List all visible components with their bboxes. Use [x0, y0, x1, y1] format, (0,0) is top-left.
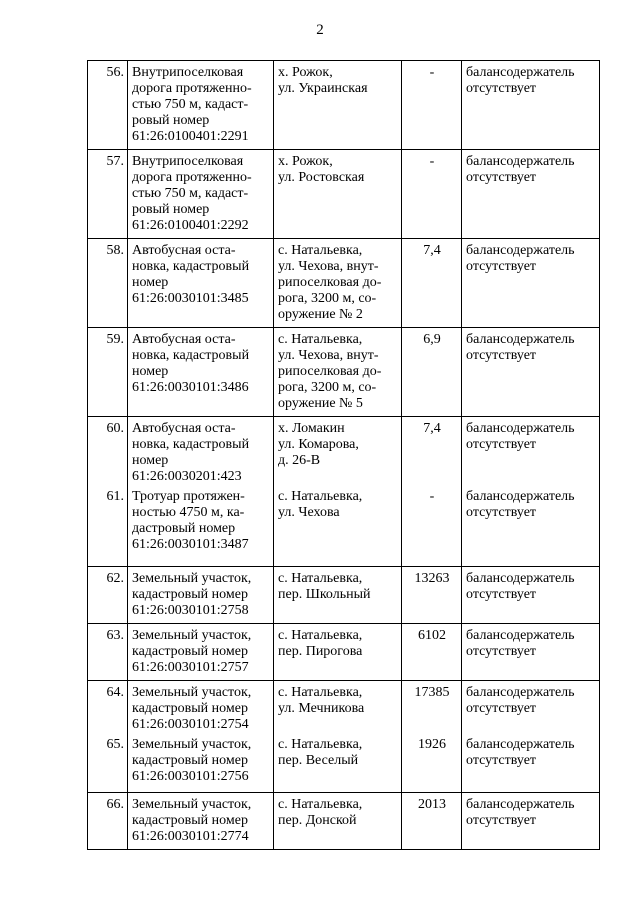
table-row	[88, 239, 600, 328]
object-description	[128, 61, 274, 150]
row-number	[88, 566, 128, 623]
object-description-line: Земельный участок,	[132, 684, 252, 700]
object-description-line: 61:26:0030101:3487	[132, 537, 249, 552]
row-number-text: 58.	[106, 243, 124, 258]
object-description-line: 61:26:0030101:2756	[132, 768, 249, 784]
balance-holder	[462, 680, 600, 737]
object-description-line: 61:26:0030101:2758	[132, 602, 249, 618]
object-area	[402, 61, 462, 150]
object-description	[128, 680, 274, 737]
object-address-line: рога, 3200 м, со-	[278, 291, 377, 306]
object-address	[274, 417, 402, 490]
table-row	[88, 623, 600, 680]
object-description-line: 61:26:0100401:2292	[132, 218, 249, 233]
object-description-line: новка, кадастровый	[132, 348, 250, 363]
object-description-line: дорога протяженно-	[132, 170, 252, 185]
balance-holder-line: балансодержатель	[466, 65, 575, 80]
object-description-line: кадастровый номер	[132, 700, 248, 716]
balance-holder-line: балансодержатель	[466, 332, 575, 347]
object-description-line: Внутрипоселковая	[132, 154, 244, 169]
object-description-line: Земельный участок,	[132, 797, 252, 812]
row-number	[88, 61, 128, 150]
object-description-line: Земельный участок,	[132, 627, 252, 643]
object-description	[128, 150, 274, 239]
object-address-line: х. Ломакин	[278, 421, 345, 436]
object-area	[402, 566, 462, 623]
object-description-line: стью 750 м, кадаст-	[132, 186, 249, 201]
object-description	[128, 489, 274, 566]
balance-holder-line: отсутствует	[466, 259, 537, 274]
object-address-line: ул. Чехова	[278, 505, 340, 520]
balance-holder-line: отсутствует	[466, 170, 537, 185]
object-description-line: номер	[132, 364, 169, 379]
table-row	[88, 793, 600, 850]
balance-holder	[462, 566, 600, 623]
object-address-line: с. Натальевка,	[278, 736, 363, 752]
row-number-text: 57.	[106, 154, 124, 169]
object-description-line: дастровый номер	[132, 521, 236, 536]
object-description-line: дорога протяженно-	[132, 81, 252, 96]
object-description-line: 61:26:0030101:3485	[132, 291, 249, 306]
object-area-text: 17385	[414, 684, 450, 700]
object-address-line: ул. Украинская	[278, 81, 368, 96]
row-number-text: 61.	[106, 489, 124, 504]
row-number-text: 66.	[106, 797, 124, 812]
object-address-line: с. Натальевка,	[278, 684, 363, 700]
object-area	[402, 489, 462, 566]
balance-holder-line: отсутствует	[466, 586, 537, 602]
balance-holder-line: отсутствует	[466, 348, 537, 363]
row-number	[88, 239, 128, 328]
object-address-line: с. Натальевка,	[278, 627, 363, 643]
object-description-line: Автобусная оста-	[132, 421, 236, 436]
registry-body	[88, 61, 600, 850]
object-address	[274, 566, 402, 623]
object-address-line: пер. Школьный	[278, 586, 371, 602]
row-number	[88, 489, 128, 566]
object-address-line: с. Натальевка,	[278, 243, 363, 258]
object-address-line: с. Натальевка,	[278, 489, 363, 504]
balance-holder-line: балансодержатель	[466, 489, 575, 504]
object-description-line: 61:26:0030201:423	[132, 469, 242, 484]
object-address	[274, 489, 402, 566]
object-address-line: рога, 3200 м, со-	[278, 380, 377, 395]
balance-holder-line: отсутствует	[466, 752, 537, 768]
balance-holder	[462, 623, 600, 680]
row-number-text: 56.	[106, 65, 124, 80]
object-address-line: с. Натальевка,	[278, 332, 363, 347]
row-number-text: 60.	[106, 421, 124, 436]
row-number-text: 63.	[106, 627, 124, 643]
balance-holder-line: балансодержатель	[466, 736, 575, 752]
balance-holder	[462, 489, 600, 566]
object-description-line: стью 750 м, кадаст-	[132, 97, 249, 112]
table-row	[88, 150, 600, 239]
object-area-text: 1926	[418, 736, 446, 752]
table-row	[88, 328, 600, 417]
object-description-line: номер	[132, 275, 169, 290]
object-area	[402, 239, 462, 328]
object-address-line: ул. Комарова,	[278, 437, 359, 452]
object-description	[128, 566, 274, 623]
object-area-text: 6,9	[423, 332, 441, 347]
balance-holder-line: отсутствует	[466, 505, 537, 520]
object-address	[274, 793, 402, 850]
object-area-text: 2013	[418, 797, 446, 812]
object-description-line: Земельный участок,	[132, 736, 252, 752]
object-description-line: номер	[132, 453, 169, 468]
object-area-text: 7,4	[423, 421, 441, 436]
table-row	[88, 61, 600, 150]
object-address	[274, 623, 402, 680]
row-number	[88, 417, 128, 490]
object-area-text: -	[429, 65, 435, 80]
object-description-line: кадастровый номер	[132, 586, 248, 602]
row-number	[88, 793, 128, 850]
object-description-line: ностью 4750 м, ка-	[132, 505, 245, 520]
object-description-line: кадастровый номер	[132, 813, 248, 828]
object-address-line: с. Натальевка,	[278, 797, 363, 812]
object-address-line: ул. Мечникова	[278, 700, 365, 716]
table-row	[88, 566, 600, 623]
balance-holder-line: балансодержатель	[466, 684, 575, 700]
object-address-line: рипоселковая до-	[278, 364, 382, 379]
object-address	[274, 737, 402, 793]
object-description-line: новка, кадастровый	[132, 437, 250, 452]
table-row	[88, 737, 600, 793]
object-address	[274, 239, 402, 328]
balance-holder	[462, 328, 600, 417]
object-description-line: 61:26:0030101:2774	[132, 829, 249, 844]
object-description-line: кадастровый номер	[132, 643, 248, 659]
object-address-line: пер. Пирогова	[278, 643, 363, 659]
object-address-line: х. Рожок,	[278, 65, 333, 80]
object-area-text: -	[429, 154, 435, 169]
row-number	[88, 150, 128, 239]
balance-holder-line: отсутствует	[466, 437, 537, 452]
object-description-line: 61:26:0100401:2291	[132, 129, 249, 144]
row-number-text: 65.	[106, 736, 124, 752]
table-row	[88, 489, 600, 566]
object-description-line: 61:26:0030101:3486	[132, 380, 249, 395]
row-number	[88, 680, 128, 737]
object-address	[274, 61, 402, 150]
object-description-line: Внутрипоселковая	[132, 65, 244, 80]
object-area-text: -	[429, 489, 435, 504]
object-description	[128, 737, 274, 793]
object-address	[274, 150, 402, 239]
balance-holder-line: балансодержатель	[466, 627, 575, 643]
object-address-line: оружение № 5	[278, 396, 363, 411]
row-number-text: 62.	[106, 570, 124, 586]
balance-holder-line: отсутствует	[466, 643, 537, 659]
object-area	[402, 328, 462, 417]
object-description-line: кадастровый номер	[132, 752, 248, 768]
table-row	[88, 417, 600, 490]
object-address-line: с. Натальевка,	[278, 570, 363, 586]
object-description-line: Автобусная оста-	[132, 243, 236, 258]
object-address-line: ул. Чехова, внут-	[278, 348, 379, 363]
balance-holder-line: балансодержатель	[466, 154, 575, 169]
object-description	[128, 793, 274, 850]
object-area	[402, 623, 462, 680]
balance-holder	[462, 737, 600, 793]
object-description-line: Автобусная оста-	[132, 332, 236, 347]
balance-holder	[462, 239, 600, 328]
balance-holder	[462, 150, 600, 239]
object-address-line: ул. Чехова, внут-	[278, 259, 379, 274]
balance-holder-line: отсутствует	[466, 81, 537, 96]
object-description	[128, 417, 274, 490]
balance-holder	[462, 61, 600, 150]
row-number-text: 64.	[106, 684, 124, 700]
object-description-line: ровый номер	[132, 113, 210, 128]
object-area	[402, 793, 462, 850]
object-address	[274, 328, 402, 417]
object-area-text: 6102	[418, 627, 446, 643]
object-description-line: Тротуар протяжен-	[132, 489, 245, 504]
balance-holder-line: балансодержатель	[466, 243, 575, 258]
object-address-line: х. Рожок,	[278, 154, 333, 169]
object-description-line: Земельный участок,	[132, 570, 252, 586]
object-description	[128, 328, 274, 417]
object-address-line: оружение № 2	[278, 307, 363, 322]
property-registry-table	[87, 60, 600, 850]
object-area	[402, 417, 462, 490]
row-number	[88, 623, 128, 680]
balance-holder	[462, 793, 600, 850]
object-address	[274, 680, 402, 737]
table-row	[88, 680, 600, 737]
object-description	[128, 239, 274, 328]
object-address-line: д. 26-В	[278, 453, 321, 468]
balance-holder-line: балансодержатель	[466, 570, 575, 586]
object-address-line: ул. Ростовская	[278, 170, 365, 185]
row-number-text: 59.	[106, 332, 124, 347]
balance-holder-line: отсутствует	[466, 700, 537, 716]
object-area	[402, 680, 462, 737]
balance-holder	[462, 417, 600, 490]
object-area-text: 7,4	[423, 243, 441, 258]
object-address-line: пер. Донской	[278, 813, 357, 828]
row-number	[88, 737, 128, 793]
balance-holder-line: отсутствует	[466, 813, 537, 828]
object-area	[402, 150, 462, 239]
object-description-line: ровый номер	[132, 202, 210, 217]
object-description	[128, 623, 274, 680]
balance-holder-line: балансодержатель	[466, 421, 575, 436]
object-address-line: рипоселковая до-	[278, 275, 382, 290]
object-description-line: 61:26:0030101:2757	[132, 659, 249, 675]
object-area	[402, 737, 462, 793]
object-description-line: новка, кадастровый	[132, 259, 250, 274]
object-address-line: пер. Веселый	[278, 752, 359, 768]
object-area-text: 13263	[414, 570, 450, 586]
object-description-line: 61:26:0030101:2754	[132, 716, 249, 732]
row-number	[88, 328, 128, 417]
page-number: 2	[316, 22, 324, 38]
balance-holder-line: балансодержатель	[466, 797, 575, 812]
